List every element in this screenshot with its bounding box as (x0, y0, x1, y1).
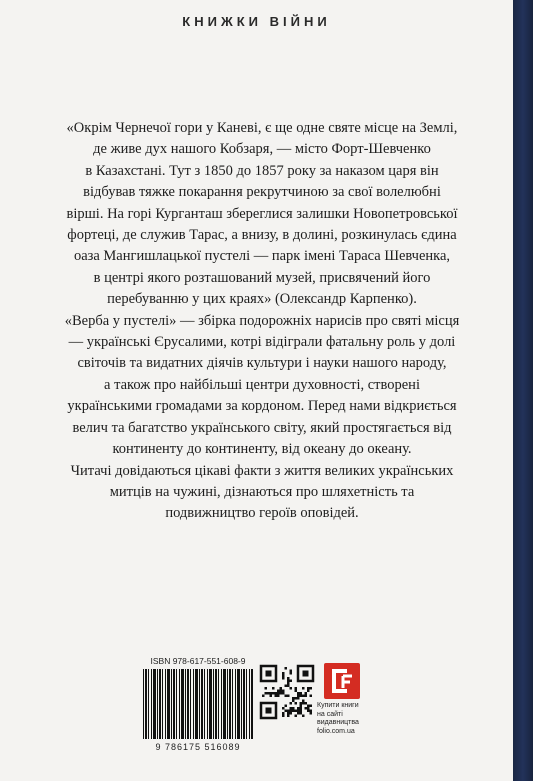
blurb-line: перебуванню у цих краях» (Олександр Карпенко). (107, 291, 417, 308)
buy-note-line: на сайті (317, 710, 343, 718)
blurb-line: а також про найбільші центри духовності, створені (104, 376, 420, 393)
series-title: КНИЖКИ ВІЙНИ (182, 14, 331, 29)
blurb-line: в центрі якого розташований музей, присвячений його (93, 269, 431, 286)
blurb-line: велич та багатство українського світу, який простягається від (72, 419, 452, 436)
publisher-site-note (317, 702, 375, 736)
buy-note-line: Купити книги (317, 702, 359, 709)
blurb-line: українськими громадами за кордоном. Перед нами відкриється (67, 398, 457, 415)
isbn-label: ISBN 978-617-551-608-9 (150, 656, 246, 666)
blurb-line: подвижництво героїв оповідей. (165, 505, 359, 522)
blurb-line: в Казахстані. Тут з 1850 до 1857 року за наказом царя він (85, 162, 439, 179)
barcode-digits: 9 786175 516089 (155, 742, 241, 752)
buy-note-line: видавництва (317, 719, 359, 727)
barcode-icon (143, 669, 253, 739)
blurb-line: Читачі довідаються цікаві факти з життя великих українських (70, 462, 454, 479)
blurb-line: «Верба у пустелі» — збірка подорожніх нарисів про святі місця (64, 312, 460, 329)
buy-note-url: folio.com.ua (317, 727, 355, 735)
blurb-line: митців на чужині, дізнаються про шляхетність та (109, 483, 415, 500)
book-spine (513, 0, 533, 781)
blurb-text (52, 118, 472, 525)
blurb-line: континенту до континенту, від океану до океану. (112, 441, 412, 458)
blurb-line: світочів та видатних діячів культури і науки нашого народу, (77, 355, 447, 372)
isbn-barcode-block (143, 656, 253, 756)
blurb-line: де живе дух нашого Кобзаря, — місто Форт-Шевченко (93, 141, 431, 158)
blurb-line: відбував тяжке покарання рекрутчиною за свої волелюбні (83, 184, 441, 201)
blurb-line: фортеці, де служив Тарас, а внизу, в долині, розкинулась єдина (67, 227, 457, 244)
blurb-line: оаза Мангишлацької пустелі — парк імені Тараса Шевченка, (73, 248, 451, 265)
qr-code-icon (259, 664, 315, 720)
blurb-line: «Окрім Чернечої гори у Каневі, є ще одне святе місце на Землі, (66, 120, 458, 136)
blurb-line: — українські Єрусалими, котрі відіграли фатальну роль у долі (68, 334, 456, 351)
cf-logo-icon (324, 663, 360, 699)
blurb-line: вірші. На горі Курганташ збереглися залишки Новопетровської (66, 205, 458, 222)
